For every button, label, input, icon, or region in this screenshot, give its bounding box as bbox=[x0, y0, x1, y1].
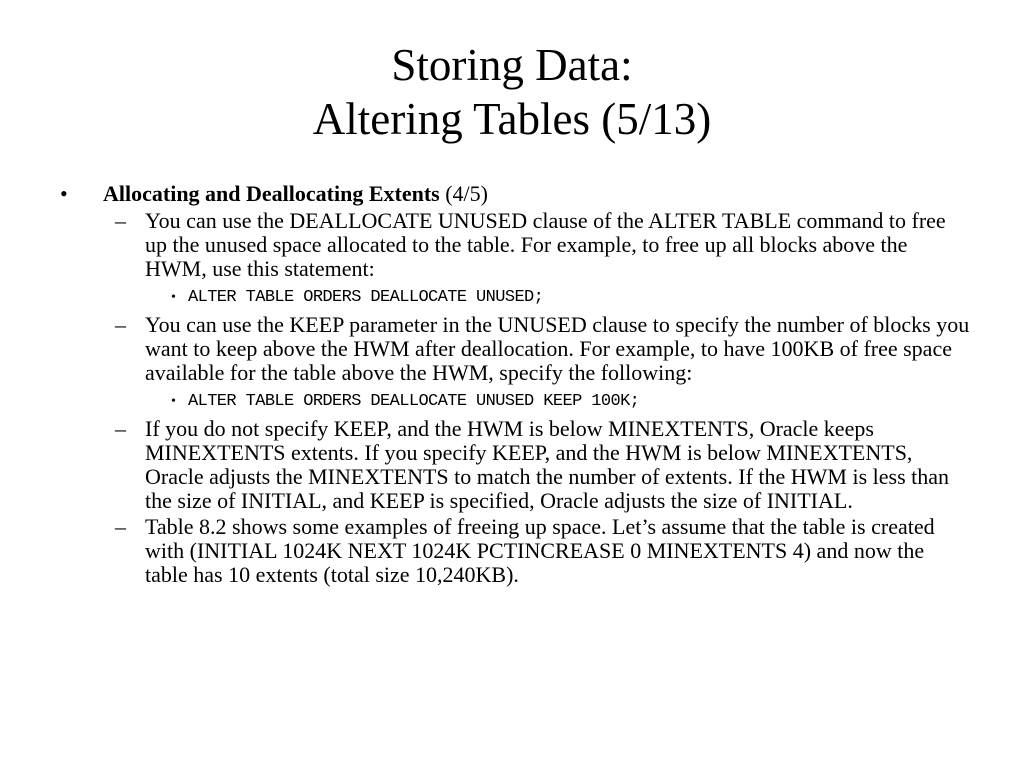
main-bullet bbox=[60, 181, 970, 207]
main-bullet-suffix: (4/5) bbox=[439, 181, 488, 206]
dash-marker: – bbox=[115, 312, 126, 337]
code-text: ALTER TABLE ORDERS DEALLOCATE UNUSED KEEP 100K; bbox=[188, 392, 640, 411]
code-example-deallocate-unused bbox=[60, 286, 970, 310]
slide-title bbox=[0, 38, 1024, 146]
title-line-2: Altering Tables (5/13) bbox=[312, 94, 712, 144]
bullet-marker: • bbox=[171, 290, 176, 305]
sub-bullet-table-8-2 bbox=[60, 515, 970, 587]
sub-bullet-deallocate-unused bbox=[60, 209, 970, 281]
sub-bullet-text: Table 8.2 shows some examples of freeing up space. Let’s assume that the table is created with (INITIAL 1024K NEXT 1024K PCTINCREASE 0 MINEXTENTS 4) and now the table has 10 extents (total size 10,240KB). bbox=[145, 514, 935, 587]
sub-bullet-text: You can use the KEEP parameter in the UNUSED clause to specify the number of blocks you want to keep above the HWM after deallocation. For example, to have 100KB of free space available for the table above the HWM, specify the following: bbox=[145, 312, 970, 385]
title-line-1: Storing Data: bbox=[391, 40, 633, 90]
dash-marker: – bbox=[115, 514, 126, 539]
slide-content bbox=[60, 181, 970, 587]
code-text: ALTER TABLE ORDERS DEALLOCATE UNUSED; bbox=[188, 288, 544, 307]
bullet-marker: • bbox=[171, 394, 176, 409]
main-bullet-heading: Allocating and Deallocating Extents bbox=[103, 181, 440, 206]
code-example-keep-100k bbox=[60, 390, 970, 414]
sub-bullet-text: You can use the DEALLOCATE UNUSED clause of the ALTER TABLE command to free up the unused space allocated to the table. For example, to free up all blocks above the HWM, use this statement: bbox=[145, 208, 946, 281]
sub-bullet-text: If you do not specify KEEP, and the HWM is below MINEXTENTS, Oracle keeps MINEXTENTS extents. If you specify KEEP, and the HWM is below MINEXTENTS, Oracle adjusts the MINEXTENTS to match the number of extents. If the HWM is less than the size of INITIAL, and KEEP is specified, Oracle adjusts the size of INITIAL. bbox=[145, 416, 950, 513]
sub-bullet-keep-parameter bbox=[60, 313, 970, 385]
dash-marker: – bbox=[115, 208, 126, 233]
sub-bullet-minextents bbox=[60, 417, 970, 513]
dash-marker: – bbox=[115, 416, 126, 441]
bullet-marker: • bbox=[60, 181, 68, 206]
